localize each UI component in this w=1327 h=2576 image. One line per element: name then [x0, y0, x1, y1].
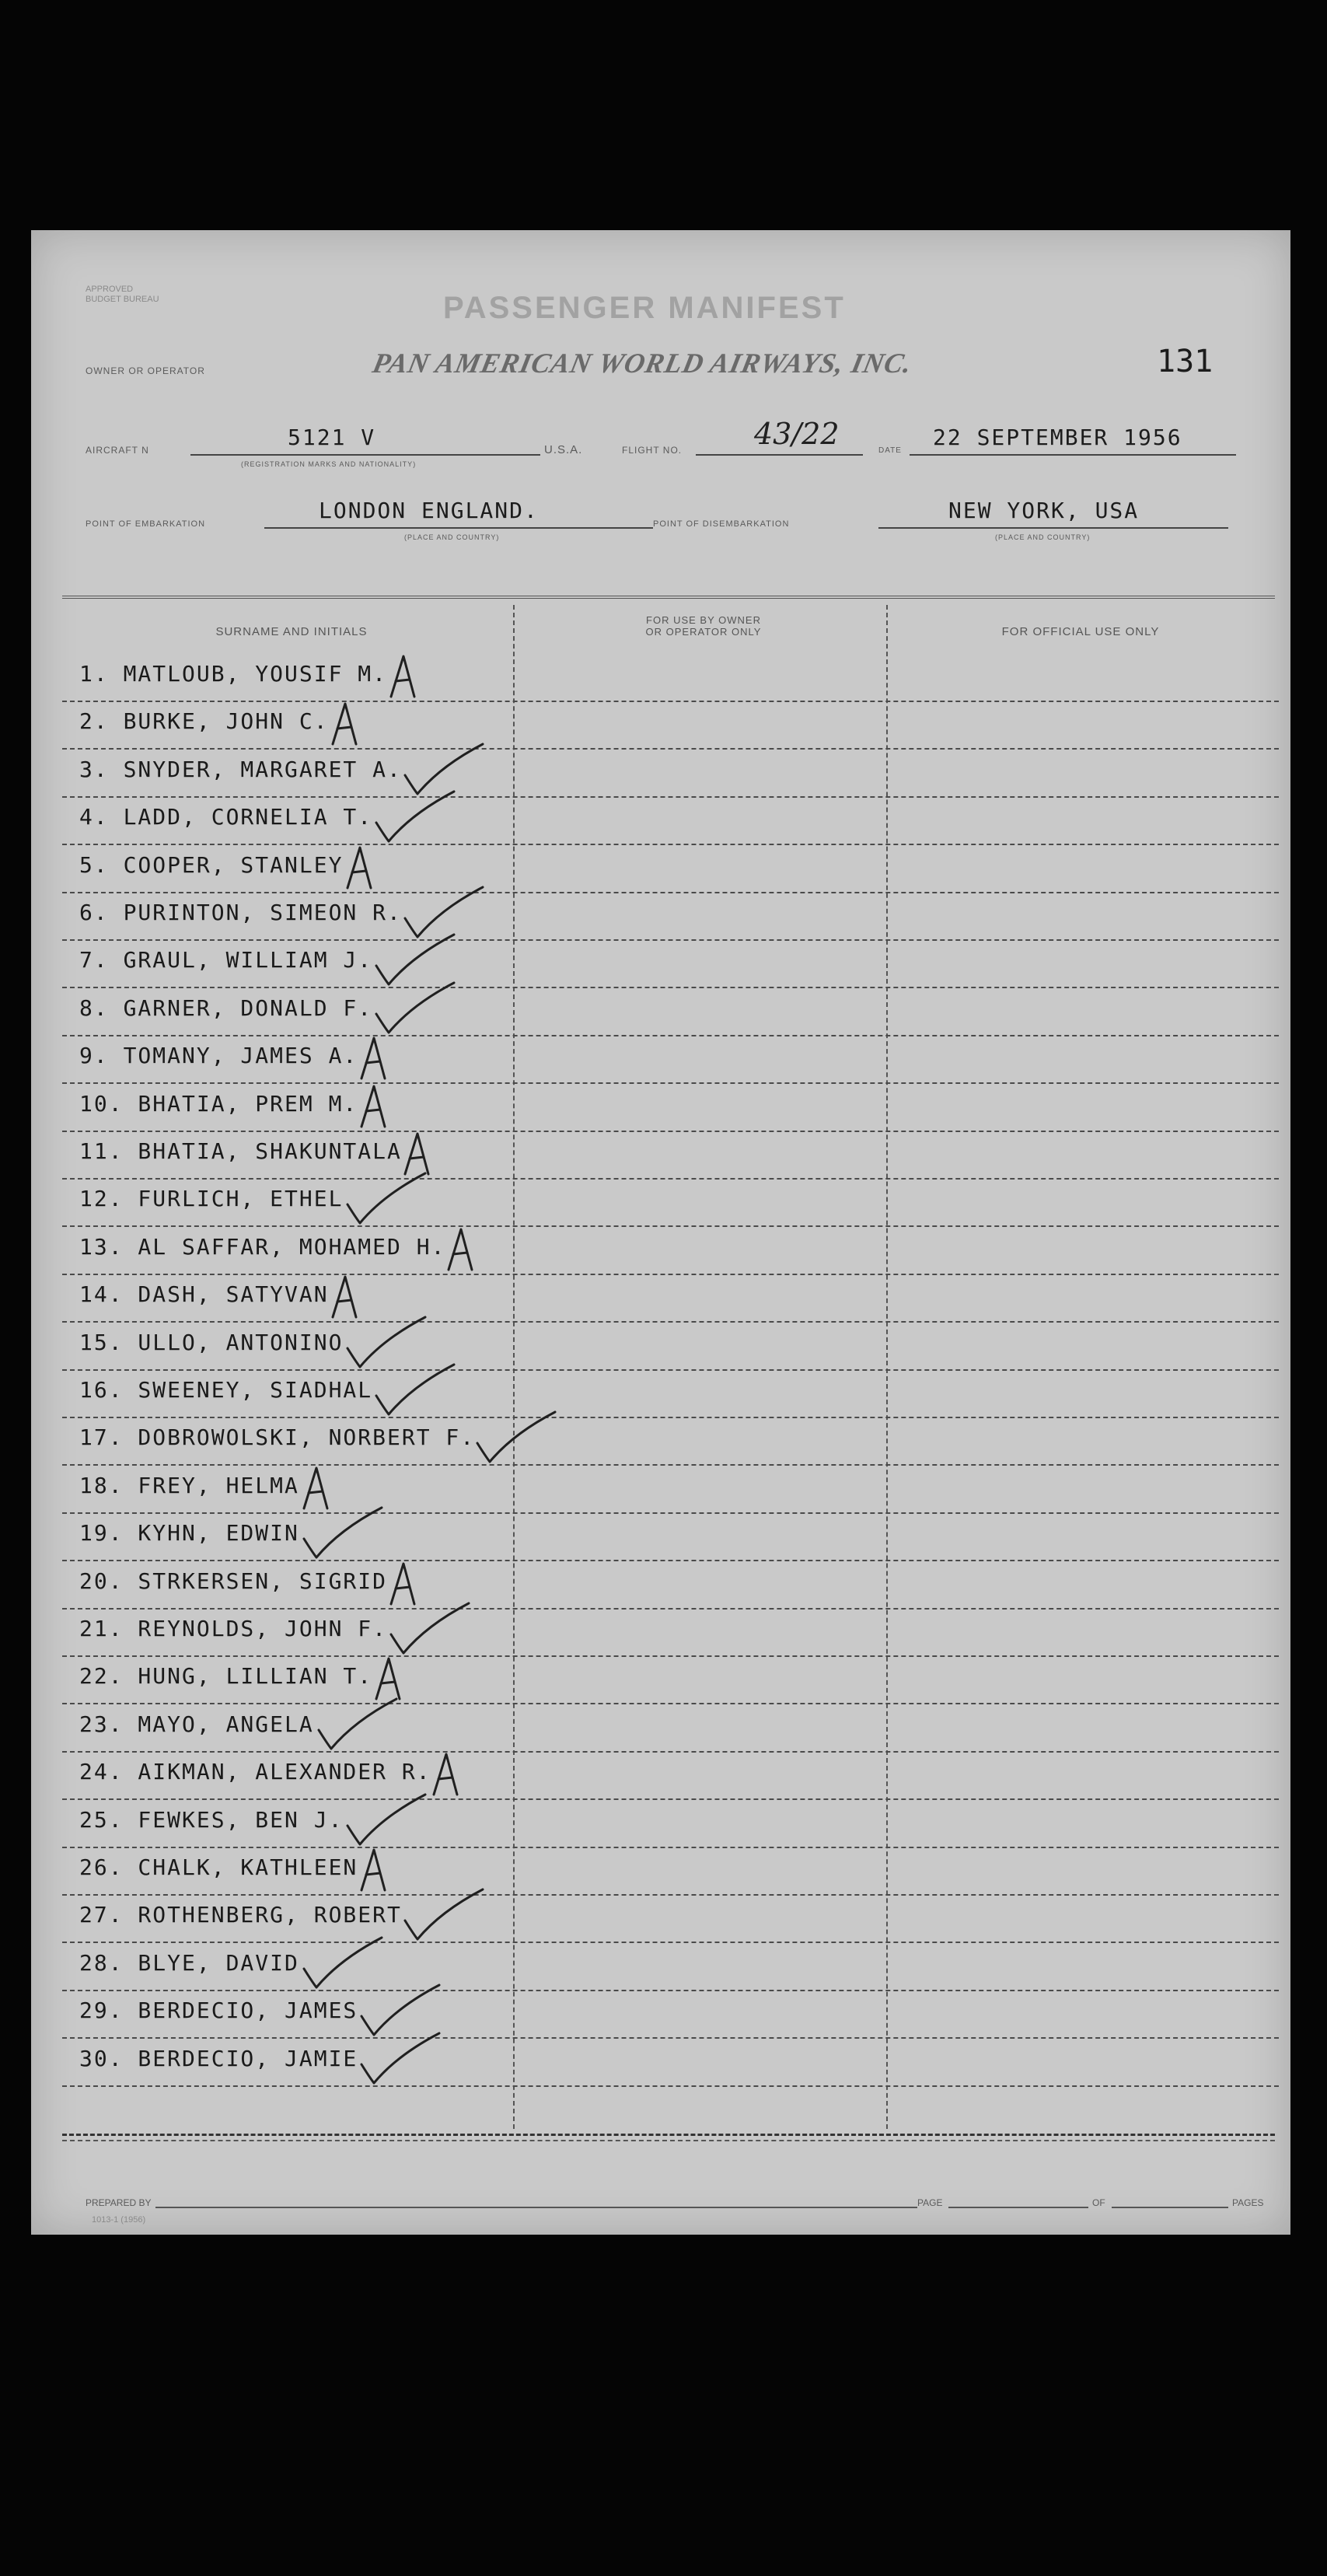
table-row: [62, 1894, 1279, 1943]
handwritten-a-mark: [373, 1655, 404, 1702]
date-underline: [910, 454, 1236, 456]
date-label: DATE: [878, 446, 902, 455]
passenger-name: 16. SWEENEY, SIADHAL: [79, 1377, 373, 1403]
handwritten-a-mark: [330, 1274, 361, 1320]
handwritten-check-mark: [373, 796, 459, 843]
table-row: [62, 1417, 1279, 1466]
table-top-border: [62, 596, 1275, 599]
passenger-name: 18. FREY, HELMA: [79, 1472, 299, 1498]
passenger-name: 9. TOMANY, JAMES A.: [79, 1043, 358, 1069]
form-title: PASSENGER MANIFEST: [443, 291, 846, 325]
passenger-name: 29. BERDECIO, JAMES: [79, 1998, 358, 2024]
embark-value: LONDON ENGLAND.: [319, 498, 539, 523]
handwritten-check-mark: [358, 1990, 444, 2036]
passenger-name: 20. STRKERSEN, SIGRID: [79, 1568, 388, 1594]
table-row: [62, 1083, 1279, 1132]
passenger-name: 27. ROTHENBERG, ROBERT: [79, 1902, 402, 1928]
prepared-by-line: [155, 2207, 917, 2208]
approved-text: APPROVED: [86, 285, 134, 294]
aircraft-underline: [190, 454, 540, 456]
usa-label: U.S.A.: [544, 443, 583, 456]
table-bottom-border-2: [62, 2140, 1275, 2141]
manifest-sheet: [31, 230, 1290, 2235]
handwritten-a-mark: [402, 1131, 433, 1177]
handwritten-check-mark: [316, 1704, 401, 1750]
handwritten-check-mark: [402, 1894, 487, 1941]
table-row: [62, 1178, 1279, 1227]
passenger-name: 10. BHATIA, PREM M.: [79, 1090, 358, 1117]
passenger-name: 17. DOBROWOLSKI, NORBERT F.: [79, 1424, 476, 1451]
handwritten-a-mark: [358, 1847, 389, 1893]
handwritten-check-mark: [344, 1322, 430, 1368]
flight-underline: [696, 454, 863, 456]
passenger-name: 19. KYHN, EDWIN: [79, 1520, 299, 1547]
disembark-value: NEW YORK, USA: [948, 498, 1140, 523]
passenger-name: 12. FURLICH, ETHEL: [79, 1186, 344, 1212]
table-row: [62, 1847, 1279, 1896]
table-row: [62, 844, 1279, 893]
handwritten-a-mark: [388, 1561, 419, 1607]
of-label: OF: [1092, 2197, 1105, 2208]
handwritten-check-mark: [474, 1417, 560, 1463]
embark-underline: [264, 527, 653, 529]
table-bottom-border-1: [62, 2134, 1275, 2136]
handwritten-check-mark: [358, 2038, 444, 2085]
approved-text-2: BUDGET BUREAU: [86, 295, 159, 304]
passenger-name: 7. GRAUL, WILLIAM J.: [79, 947, 373, 973]
table-row: [62, 1990, 1279, 2039]
table-row: [62, 1131, 1279, 1180]
handwritten-check-mark: [373, 1369, 459, 1416]
embark-label: POINT OF EMBARKATION: [86, 519, 206, 529]
flight-label: FLIGHT NO.: [622, 445, 683, 456]
handwritten-check-mark: [301, 1942, 386, 1989]
handwritten-a-mark: [445, 1226, 477, 1273]
table-row: [62, 796, 1279, 845]
embark-sub: (PLACE AND COUNTRY): [404, 533, 500, 541]
handwritten-a-mark: [344, 844, 375, 891]
handwritten-check-mark: [344, 1799, 430, 1846]
passenger-name: 14. DASH, SATYVAN: [79, 1281, 329, 1308]
table-row: [62, 1751, 1279, 1800]
page-label: PAGE: [917, 2197, 943, 2208]
handwritten-check-mark: [373, 987, 459, 1034]
table-row: [62, 2038, 1279, 2087]
passenger-name: 8. GARNER, DONALD F.: [79, 994, 373, 1021]
passenger-name: 15. ULLO, ANTONINO: [79, 1329, 344, 1355]
handwritten-check-mark: [388, 1608, 473, 1655]
table-row: [62, 653, 1279, 702]
passenger-name: 22. HUNG, LILLIAN T.: [79, 1663, 373, 1690]
pages-label: PAGES: [1232, 2197, 1264, 2208]
handwritten-a-mark: [431, 1751, 462, 1798]
handwritten-check-mark: [344, 1178, 430, 1225]
table-row: [62, 701, 1279, 750]
handwritten-check-mark: [373, 939, 459, 986]
passenger-name: 13. AL SAFFAR, MOHAMED H.: [79, 1233, 446, 1260]
table-row: [62, 939, 1279, 988]
table-row: [62, 987, 1279, 1036]
handwritten-a-mark: [330, 701, 361, 747]
disembark-underline: [878, 527, 1228, 529]
passenger-name: 28. BLYE, DAVID: [79, 1949, 299, 1976]
table-row: [62, 892, 1279, 941]
table-row: [62, 1561, 1279, 1610]
table-row: [62, 1274, 1279, 1323]
passenger-name: 25. FEWKES, BEN J.: [79, 1806, 344, 1833]
flight-value: 43/22: [754, 417, 840, 451]
handwritten-check-mark: [402, 892, 487, 938]
col-owner-header-1: FOR USE BY OWNER: [646, 614, 761, 626]
date-value: 22 SEPTEMBER 1956: [933, 425, 1182, 450]
of-line: [1112, 2207, 1228, 2208]
table-row: [62, 1704, 1279, 1753]
passenger-name: 5. COOPER, STANLEY: [79, 851, 344, 878]
passenger-name: 24. AIKMAN, ALEXANDER R.: [79, 1759, 431, 1785]
passenger-name: 3. SNYDER, MARGARET A.: [79, 756, 402, 782]
passenger-name: 1. MATLOUB, YOUSIF M.: [79, 661, 388, 687]
passenger-name: 4. LADD, CORNELIA T.: [79, 804, 373, 830]
table-row: [62, 1369, 1279, 1418]
table-row: [62, 1035, 1279, 1084]
handwritten-check-mark: [301, 1512, 386, 1559]
page-line: [948, 2207, 1088, 2208]
handwritten-a-mark: [358, 1035, 389, 1082]
table-row: [62, 749, 1279, 798]
approval-stamp: [86, 285, 159, 305]
table-row: [62, 1226, 1279, 1275]
passenger-name: 11. BHATIA, SHAKUNTALA: [79, 1138, 402, 1164]
table-row: [62, 1942, 1279, 1991]
handwritten-a-mark: [301, 1465, 332, 1512]
col-official-header: FOR OFFICIAL USE ONLY: [1001, 625, 1160, 638]
col-surname-header: SURNAME AND INITIALS: [215, 625, 368, 638]
passenger-name: 23. MAYO, ANGELA: [79, 1711, 314, 1737]
passenger-name: 2. BURKE, JOHN C.: [79, 708, 329, 735]
passenger-name: 21. REYNOLDS, JOHN F.: [79, 1616, 388, 1641]
handwritten-a-mark: [388, 653, 419, 700]
aircraft-label: AIRCRAFT N: [86, 445, 149, 456]
table-row: [62, 1799, 1279, 1848]
aircraft-value: 5121 V: [288, 425, 376, 450]
disembark-label: POINT OF DISEMBARKATION: [653, 519, 790, 529]
prepared-by-label: PREPARED BY: [86, 2197, 152, 2208]
table-row: [62, 1608, 1279, 1657]
col-owner-header: [521, 614, 886, 638]
page-number: 131: [1157, 344, 1214, 379]
passenger-name: 6. PURINTON, SIMEON R.: [79, 900, 402, 925]
table-row: [62, 1465, 1279, 1514]
owner-label: OWNER OR OPERATOR: [86, 365, 205, 376]
table-row: [62, 1512, 1279, 1561]
passenger-name: 26. CHALK, KATHLEEN: [79, 1854, 358, 1880]
airline-name: PAN AMERICAN WORLD AIRWAYS, INC.: [369, 348, 916, 379]
table-row: [62, 1655, 1279, 1704]
handwritten-a-mark: [358, 1083, 389, 1130]
handwritten-check-mark: [402, 749, 487, 795]
form-code: 1013-1 (1956): [92, 2215, 146, 2225]
passenger-name: 30. BERDECIO, JAMIE: [79, 2045, 358, 2071]
aircraft-sub: (REGISTRATION MARKS AND NATIONALITY): [241, 460, 417, 468]
col-owner-header-2: OR OPERATOR ONLY: [645, 626, 762, 638]
disembark-sub: (PLACE AND COUNTRY): [995, 533, 1091, 541]
table-row: [62, 1322, 1279, 1371]
